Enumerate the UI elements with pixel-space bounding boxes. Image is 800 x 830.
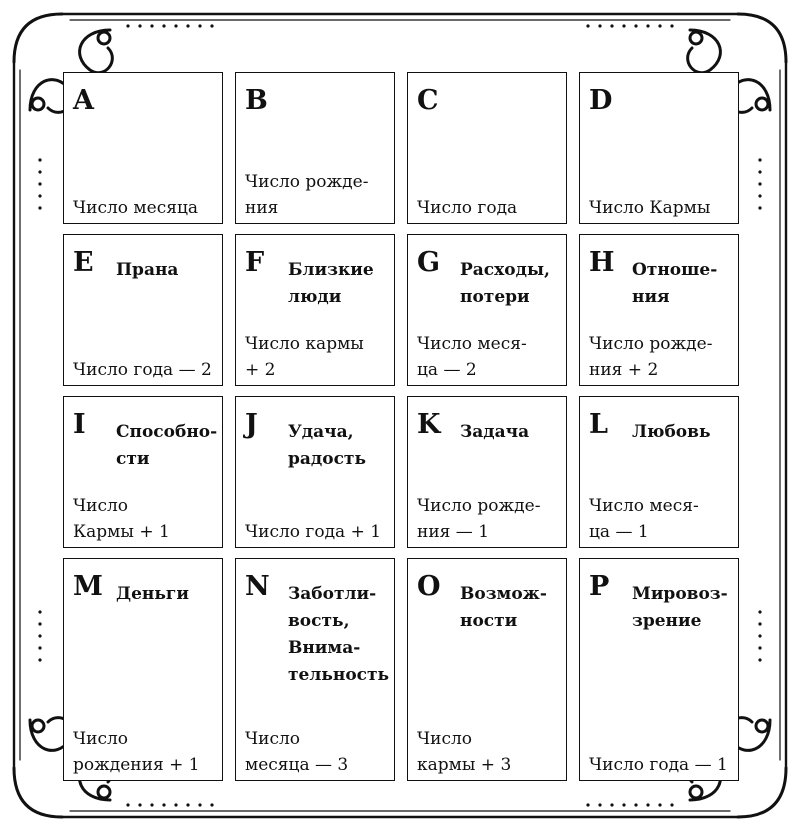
- cell-formula: Число года: [417, 198, 518, 218]
- cell-letter: L: [589, 409, 608, 440]
- cell-m: [63, 558, 223, 781]
- top-right-dots: [586, 24, 673, 27]
- top-left-dots: [126, 24, 213, 27]
- cell-b: [235, 72, 395, 224]
- bottom-right-dots: [586, 803, 673, 806]
- cell-title: Способно- сти: [116, 422, 218, 469]
- cell-h: [579, 234, 739, 386]
- cell-formula: Число Кармы: [589, 198, 711, 218]
- cell-a: [63, 72, 223, 224]
- cell-letter: I: [73, 409, 86, 440]
- cell-letter: N: [245, 571, 270, 602]
- cell-formula: Число рожде- ния — 1: [417, 496, 541, 542]
- cell-k: [407, 396, 567, 548]
- cell-formula: Число меся- ца — 1: [589, 496, 699, 542]
- cell-letter: P: [589, 571, 610, 602]
- cell-formula: Число рожде- ния + 2: [589, 334, 713, 380]
- cell-title: Расходы, потери: [460, 260, 550, 307]
- cell-title: Отноше- ния: [632, 260, 718, 307]
- number-grid: [63, 72, 739, 787]
- cell-g: [407, 234, 567, 386]
- cell-title: Возмож- ности: [460, 584, 547, 631]
- cell-formula: Число меся- ца — 2: [417, 334, 527, 380]
- cell-o: [407, 558, 567, 781]
- cell-title: Задача: [460, 422, 530, 442]
- cell-letter: C: [417, 85, 439, 116]
- cell-title: Любовь: [632, 422, 711, 442]
- cell-letter: F: [245, 247, 265, 278]
- cell-title: Удача, радость: [288, 422, 366, 469]
- cell-letter: O: [417, 571, 441, 602]
- left-side-dots: [38, 158, 41, 661]
- cell-n: [235, 558, 395, 781]
- cell-p: [579, 558, 739, 781]
- bottom-left-dots: [126, 803, 213, 806]
- cell-j: [235, 396, 395, 548]
- cell-letter: M: [73, 571, 103, 602]
- cell-formula: Число года + 1: [245, 522, 382, 542]
- cell-title: Близкие люди: [288, 260, 374, 307]
- cell-formula: Число года — 2: [73, 360, 212, 380]
- cell-title: Заботли- вость, Внима- тельность: [288, 584, 390, 685]
- cell-c: [407, 72, 567, 224]
- cell-title: Деньги: [116, 584, 189, 604]
- cell-letter: K: [417, 409, 441, 440]
- cell-letter: J: [245, 409, 258, 440]
- cell-title: Мировоз- зрение: [632, 584, 728, 631]
- cell-i: [63, 396, 223, 548]
- cell-f: [235, 234, 395, 386]
- cell-d: [579, 72, 739, 224]
- cell-letter: D: [589, 85, 613, 116]
- cell-formula: Число года — 1: [589, 755, 728, 775]
- cell-formula: Число рождения + 1: [73, 729, 200, 775]
- cell-formula: Число месяца: [73, 198, 199, 218]
- cell-formula: Число кармы + 3: [417, 729, 512, 775]
- cell-e: [63, 234, 223, 386]
- right-side-dots: [758, 158, 761, 661]
- cell-formula: Число Кармы + 1: [73, 496, 170, 542]
- cell-letter: B: [245, 85, 268, 116]
- cell-formula: Число рожде- ния: [245, 172, 369, 218]
- cell-letter: H: [589, 247, 615, 278]
- cell-title: Прана: [116, 260, 179, 280]
- cell-l: [579, 396, 739, 548]
- cell-letter: E: [73, 247, 94, 278]
- cell-letter: G: [417, 247, 441, 278]
- cell-formula: Число кармы + 2: [245, 334, 364, 380]
- cell-letter: A: [73, 85, 94, 116]
- cell-formula: Число месяца — 3: [245, 729, 349, 775]
